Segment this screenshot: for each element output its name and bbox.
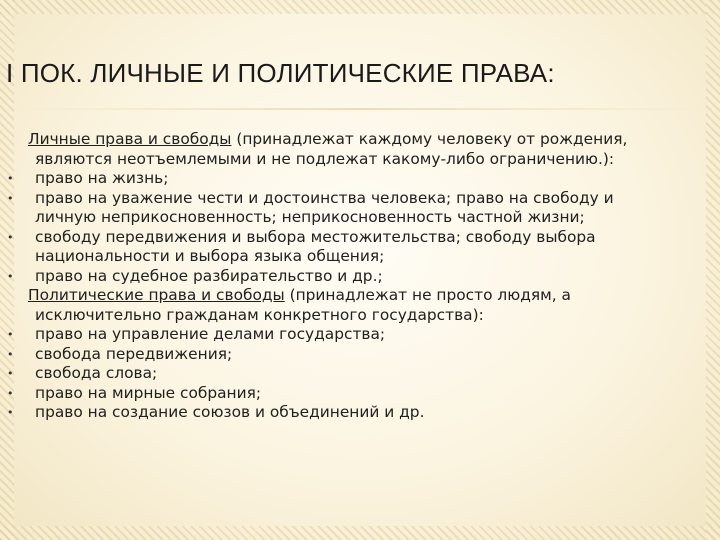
personal-rights-intro-text: (принадлежат каждому человеку от рождения, <box>231 130 628 148</box>
list-item-text: право на судебное разбирательство и др.; <box>35 266 383 285</box>
bullet-icon: • <box>7 386 14 400</box>
list-item-text: право на создание союзов и объединений и др. <box>35 403 425 421</box>
list-item <box>0 267 710 287</box>
list-item-text: свобода передвижения; <box>35 344 233 363</box>
bullet-icon: • <box>7 172 14 185</box>
list-item-text: свобода слова; <box>35 364 158 382</box>
personal-rights-list <box>0 169 710 286</box>
political-rights-heading: Политические права и свободы <box>28 286 285 304</box>
personal-rights-intro <box>0 130 710 150</box>
decorative-border-bottom <box>0 526 720 540</box>
bullet-icon: • <box>7 230 14 244</box>
list-item-text: право на жизнь; <box>35 169 169 187</box>
list-item-cont: национальности и выбора языка общения; <box>35 247 385 265</box>
list-item <box>0 325 710 345</box>
bullet-icon: • <box>7 406 14 419</box>
list-item <box>0 345 710 365</box>
bullet-icon: • <box>7 367 14 380</box>
list-item <box>0 169 710 189</box>
list-item-text: право на мирные собрания; <box>35 383 262 402</box>
list-item-cont: личную неприкосновенность; неприкосновенность частной жизни; <box>35 208 585 226</box>
political-rights-intro-text: (принадлежат не просто людям, а <box>284 286 571 304</box>
decorative-border-top <box>0 0 720 14</box>
bullet-icon: • <box>7 328 14 341</box>
title-divider <box>12 108 708 110</box>
personal-rights-heading: Личные права и свободы <box>28 130 232 148</box>
political-rights-intro <box>0 286 710 306</box>
list-item <box>0 189 710 209</box>
list-item-text: свободу передвижения и выбора местожительства; свободу выбора <box>35 227 596 246</box>
list-item <box>0 228 710 248</box>
bullet-icon: • <box>7 269 14 283</box>
list-item <box>0 403 710 423</box>
slide-body <box>0 130 710 423</box>
list-item <box>0 364 710 384</box>
political-rights-intro-cont: исключительно гражданам конкретного государства): <box>35 305 484 324</box>
list-item-text: право на уважение чести и достоинства человека; право на свободу и <box>35 188 614 207</box>
bullet-icon: • <box>7 347 14 361</box>
bullet-icon: • <box>7 191 14 205</box>
personal-rights-intro-cont: являются неотъемлемыми и не подлежат какому-либо ограничению.): <box>35 149 615 168</box>
list-item-text: право на управление делами государства; <box>35 325 386 343</box>
political-rights-list <box>0 325 710 423</box>
list-item <box>0 384 710 404</box>
slide-title: I ПОК. ЛИЧНЫЕ И ПОЛИТИЧЕСКИЕ ПРАВА: <box>6 58 555 88</box>
